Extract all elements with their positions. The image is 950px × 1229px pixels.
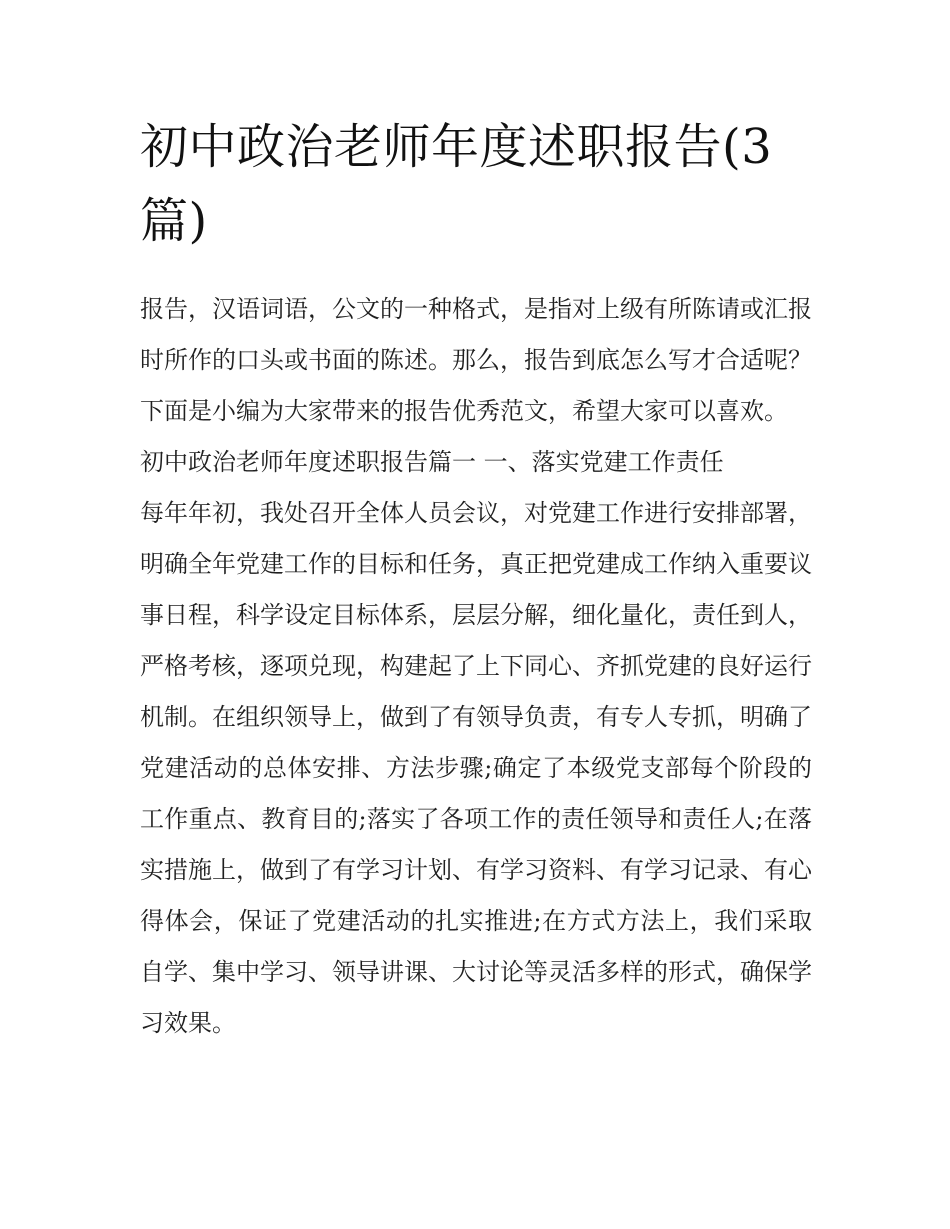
body-paragraph: 每年年初，我处召开全体人员会议，对党建工作进行安排部署，明确全年党建工作的目标和任务，真正把党建成工作纳入重要议事日程，科学设定目标体系，层层分解，细化量化，责任到人，严格考核，逐项兑现，构建起了上下同心、齐抓党建的良好运行机制。在组织领导上，做到了有领导负责，有专人专抓，明确了党建活动的总体安排、方法步骤;确定了本级党支部每个阶段的工作重点、教育目的;落实了各项工作的责任领导和责任人;在落实措施上，做到了有学习计划、有学习资料、有学习记录、有心得体会，保证了党建活动的扎实推进;在方式方法上，我们采取自学、集中学习、领导讲课、大讨论等灵活多样的形式，确保学习效果。 — [140, 499, 812, 1037]
document-title: 初中政治老师年度述职报告(3篇) — [140, 119, 773, 249]
document-content — [140, 110, 812, 1049]
section-heading: 初中政治老师年度述职报告篇一 一、落实党建工作责任 — [140, 448, 724, 476]
intro-paragraph: 报告，汉语词语，公文的一种格式，是指对上级有所陈请或汇报时所作的口头或书面的陈述。那么，报告到底怎么写才合适呢？下面是小编为大家带来的报告优秀范文，希望大家可以喜欢。 — [140, 295, 812, 425]
